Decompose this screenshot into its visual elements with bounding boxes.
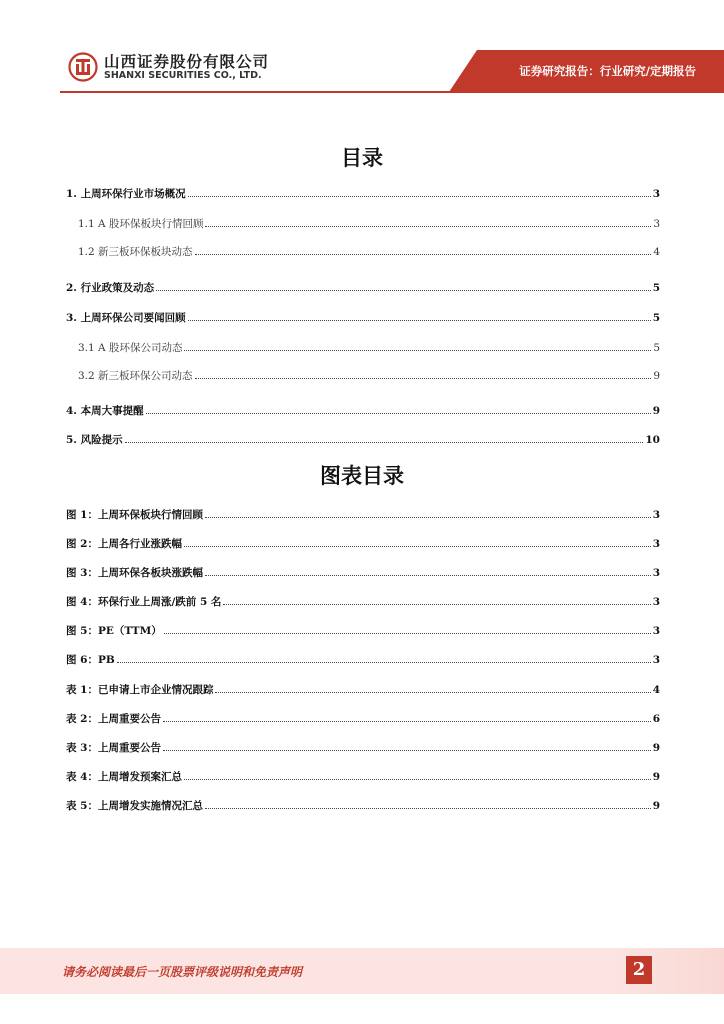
toc-title: 目录: [341, 146, 383, 170]
page-header: [0, 0, 724, 100]
table-item-label: 表 4：上周增发预案汇总: [66, 771, 182, 783]
toc-item-label: 5. 风险提示: [66, 434, 123, 446]
toc-item-label: 1.2 新三板环保板块动态: [78, 246, 193, 258]
header-divider: [60, 91, 724, 93]
figure-item-label: 图 5：PE（TTM）: [66, 625, 162, 637]
toc-item-page: 10: [645, 434, 660, 446]
dot-leader: [164, 633, 651, 634]
table-item-page: 4: [652, 684, 660, 696]
dot-leader: [215, 692, 650, 693]
table-item-label: 表 2：上周重要公告: [66, 713, 161, 725]
figure-item-label: 图 2：上周各行业涨跌幅: [66, 538, 182, 550]
toc-item[interactable]: [78, 368, 660, 383]
dot-leader: [184, 546, 651, 547]
toc-item[interactable]: [66, 280, 660, 295]
dot-leader: [195, 254, 652, 255]
figure-item[interactable]: [66, 507, 660, 522]
dot-leader: [125, 442, 644, 443]
dot-leader: [117, 662, 651, 663]
toc-item-page: 9: [653, 370, 660, 382]
page-footer: [0, 948, 724, 994]
toc-item-label: 3.1 A 股环保公司动态: [78, 342, 183, 354]
figure-item-page: 3: [652, 567, 660, 579]
figure-item-label: 图 1：上周环保板块行情回顾: [66, 509, 203, 521]
toc-item[interactable]: [78, 244, 660, 259]
page-number: 2: [626, 956, 652, 984]
dot-leader: [184, 350, 651, 351]
toc-item-label: 3. 上周环保公司要闻回顾: [66, 312, 186, 324]
table-item-page: 9: [652, 800, 660, 812]
table-item-page: 6: [652, 713, 660, 725]
company-name-en: SHANXI SECURITIES CO., LTD.: [104, 70, 262, 81]
report-type-label: 证券研究报告：行业研究/定期报告: [519, 64, 696, 78]
toc-item-page: 5: [653, 342, 660, 354]
table-item-label: 表 1：已申请上市企业情况跟踪: [66, 684, 214, 696]
table-item[interactable]: [66, 769, 660, 784]
company-name-cn: 山西证券股份有限公司: [104, 53, 270, 71]
dot-leader: [163, 750, 651, 751]
dot-leader: [163, 721, 651, 722]
toc-item[interactable]: [66, 432, 660, 447]
figures-toc-title: 图表目录: [320, 464, 404, 488]
toc-item-page: 3: [653, 218, 660, 230]
toc-item-page: 9: [652, 405, 660, 417]
table-item[interactable]: [66, 740, 660, 755]
figure-item-label: 图 4：环保行业上周涨/跌前 5 名: [66, 596, 222, 608]
disclaimer-notice: 请务必阅读最后一页股票评级说明和免责声明: [62, 965, 303, 979]
dot-leader: [156, 290, 651, 291]
dot-leader: [205, 808, 651, 809]
toc-item[interactable]: [66, 310, 660, 325]
table-item[interactable]: [66, 682, 660, 697]
figure-item-page: 3: [652, 625, 660, 637]
toc-item[interactable]: [66, 403, 660, 418]
toc-item[interactable]: [78, 216, 660, 231]
table-item-page: 9: [652, 742, 660, 754]
dot-leader: [205, 517, 651, 518]
figure-item-label: 图 3：上周环保各板块涨跌幅: [66, 567, 203, 579]
figure-item[interactable]: [66, 536, 660, 551]
figure-item[interactable]: [66, 565, 660, 580]
dot-leader: [205, 575, 651, 576]
table-item-page: 9: [652, 771, 660, 783]
dot-leader: [223, 604, 650, 605]
toc-item-label: 1. 上周环保行业市场概况: [66, 188, 186, 200]
dot-leader: [195, 378, 652, 379]
table-item[interactable]: [66, 798, 660, 813]
table-item-label: 表 5：上周增发实施情况汇总: [66, 800, 203, 812]
figure-item-page: 3: [652, 654, 660, 666]
toc-item-label: 3.2 新三板环保公司动态: [78, 370, 193, 382]
figure-item[interactable]: [66, 594, 660, 609]
figure-item-page: 3: [652, 538, 660, 550]
toc-item-label: 4. 本周大事提醒: [66, 405, 144, 417]
figure-item-label: 图 6：PB: [66, 654, 115, 666]
dot-leader: [146, 413, 651, 414]
toc-item-label: 1.1 A 股环保板块行情回顾: [78, 218, 204, 230]
dot-leader: [188, 196, 651, 197]
dot-leader: [184, 779, 651, 780]
table-item[interactable]: [66, 711, 660, 726]
toc-item-page: 5: [652, 312, 660, 324]
company-logo-icon: [68, 52, 98, 82]
dot-leader: [205, 226, 651, 227]
toc-item-page: 5: [652, 282, 660, 294]
toc-item[interactable]: [78, 340, 660, 355]
toc-item[interactable]: [66, 186, 660, 201]
figure-item-page: 3: [652, 509, 660, 521]
figure-item[interactable]: [66, 652, 660, 667]
toc-item-label: 2. 行业政策及动态: [66, 282, 155, 294]
table-item-label: 表 3：上周重要公告: [66, 742, 161, 754]
figure-item-page: 3: [652, 596, 660, 608]
toc-item-page: 4: [653, 246, 660, 258]
figure-item[interactable]: [66, 623, 660, 638]
toc-item-page: 3: [652, 188, 660, 200]
dot-leader: [188, 320, 651, 321]
